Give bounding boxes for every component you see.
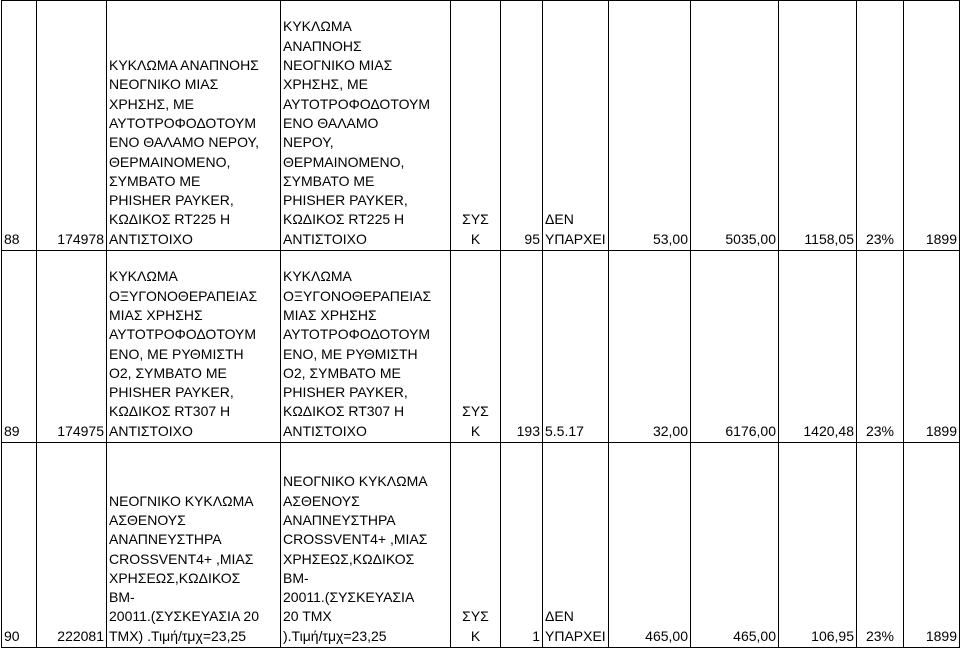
quantity-cell: 193: [501, 251, 543, 443]
year-cell: 1899: [904, 1, 960, 251]
quantity-cell: 1: [501, 443, 543, 648]
reference-cell: ΔΕΝ ΥΠΑΡΧΕΙ: [543, 1, 609, 251]
total-cell: 465,00: [691, 443, 779, 648]
vat-amount-cell: 1158,05: [779, 1, 857, 251]
reference-cell: 5.5.17: [543, 251, 609, 443]
total-cell: 5035,00: [691, 1, 779, 251]
row-number-cell: 89: [2, 251, 37, 443]
unit-price-cell: 465,00: [609, 443, 691, 648]
vat-rate-cell: 23%: [857, 1, 904, 251]
table-row: [2, 1, 960, 251]
unit-cell: ΣΥΣ Κ: [451, 443, 501, 648]
row-number-cell: 88: [2, 1, 37, 251]
offered-description-cell: ΝΕΟΓΝΙΚΟ ΚΥΚΛΩΜΑ ΑΣΘΕΝΟΥΣ ΑΝΑΠΝΕΥΣΤΗΡΑ CROSSVENT4+ ,ΜΙΑΣ ΧΡΗΣΕΩΣ,ΚΩΔΙΚΟΣ ΒΜ- 20011.(ΣΥΣΚΕΥΑΣΙΑ 20 ΤΜΧ ).Τιμή/τμχ=23,25: [281, 443, 451, 648]
offered-description-cell: ΚΥΚΛΩΜΑ ΟΞΥΓΟΝΟΘΕΡΑΠΕΙΑΣ ΜΙΑΣ ΧΡΗΣΗΣ ΑΥΤΟΤΡΟΦΟΔΟΤΟΥΜ ΕΝΟ, ΜΕ ΡΥΘΜΙΣΤΗ Ο2, ΣΥΜΒΑΤΟ ΜΕ PHISHER PAYKER, ΚΩΔΙΚΟΣ RT307 Η ΑΝΤΙΣΤΟΙΧΟ: [281, 251, 451, 443]
row-number-cell: 90: [2, 443, 37, 648]
unit-cell: ΣΥΣ Κ: [451, 1, 501, 251]
unit-price-cell: 32,00: [609, 251, 691, 443]
reference-cell: ΔΕΝ ΥΠΑΡΧΕΙ: [543, 443, 609, 648]
offered-description-cell: ΚΥΚΛΩΜΑ ΑΝΑΠΝΟΗΣ ΝΕΟΓΝΙΚΟ ΜΙΑΣ ΧΡΗΣΗΣ, ΜΕ ΑΥΤΟΤΡΟΦΟΔΟΤΟΥΜ ΕΝΟ ΘΑΛΑΜΟ ΝΕΡΟΥ, ΘΕΡΜΑΙΝΟΜΕΝΟ, ΣΥΜΒΑΤΟ ΜΕ PHISHER PAYKER, ΚΩΔΙΚΟΣ RT225 Η ΑΝΤΙΣΤΟΙΧΟ: [281, 1, 451, 251]
table-row: [2, 251, 960, 443]
unit-cell: ΣΥΣ Κ: [451, 251, 501, 443]
item-code-cell: 174975: [37, 251, 107, 443]
item-code-cell: 174978: [37, 1, 107, 251]
vat-amount-cell: 1420,48: [779, 251, 857, 443]
quantity-cell: 95: [501, 1, 543, 251]
table-row: [2, 443, 960, 648]
unit-price-cell: 53,00: [609, 1, 691, 251]
item-code-cell: 222081: [37, 443, 107, 648]
vat-amount-cell: 106,95: [779, 443, 857, 648]
total-cell: 6176,00: [691, 251, 779, 443]
description-cell: ΝΕΟΓΝΙΚΟ ΚΥΚΛΩΜΑ ΑΣΘΕΝΟΥΣ ΑΝΑΠΝΕΥΣΤΗΡΑ CROSSVENT4+ ,ΜΙΑΣ ΧΡΗΣΕΩΣ,ΚΩΔΙΚΟΣ ΒΜ- 20011.(ΣΥΣΚΕΥΑΣΙΑ 20 ΤΜΧ) .Τιμή/τμχ=23,25: [107, 443, 281, 648]
year-cell: 1899: [904, 251, 960, 443]
description-cell: ΚΥΚΛΩΜΑ ΟΞΥΓΟΝΟΘΕΡΑΠΕΙΑΣ ΜΙΑΣ ΧΡΗΣΗΣ ΑΥΤΟΤΡΟΦΟΔΟΤΟΥΜ ΕΝΟ, ΜΕ ΡΥΘΜΙΣΤΗ Ο2, ΣΥΜΒΑΤΟ ΜΕ PHISHER PAYKER, ΚΩΔΙΚΟΣ RT307 Η ΑΝΤΙΣΤΟΙΧΟ: [107, 251, 281, 443]
description-cell: ΚΥΚΛΩΜΑ ΑΝΑΠΝΟΗΣ ΝΕΟΓΝΙΚΟ ΜΙΑΣ ΧΡΗΣΗΣ, ΜΕ ΑΥΤΟΤΡΟΦΟΔΟΤΟΥΜ ΕΝΟ ΘΑΛΑΜΟ ΝΕΡΟΥ, ΘΕΡΜΑΙΝΟΜΕΝΟ, ΣΥΜΒΑΤΟ ΜΕ PHISHER PAYKER, ΚΩΔΙΚΟΣ RT225 Η ΑΝΤΙΣΤΟΙΧΟ: [107, 1, 281, 251]
vat-rate-cell: 23%: [857, 251, 904, 443]
tender-table: [1, 0, 960, 648]
year-cell: 1899: [904, 443, 960, 648]
vat-rate-cell: 23%: [857, 443, 904, 648]
